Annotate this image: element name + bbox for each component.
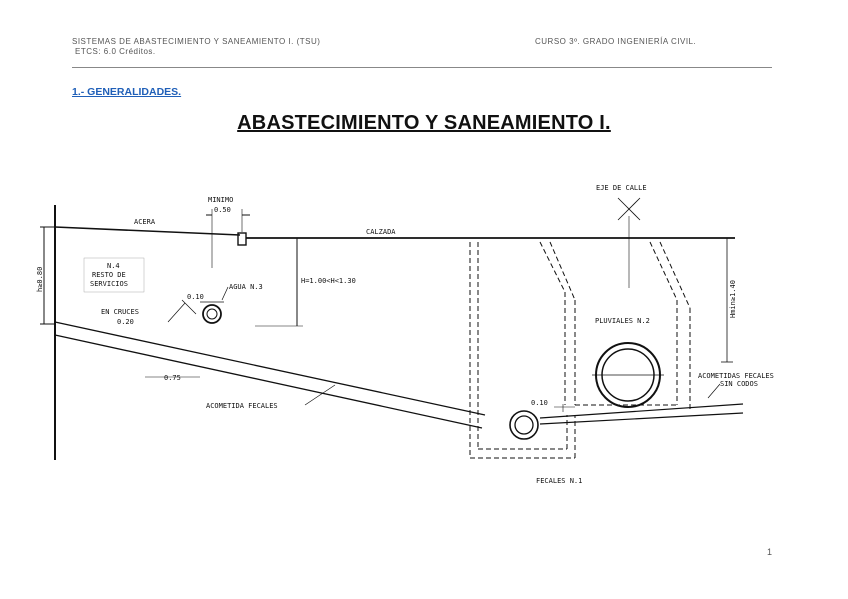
services-label-line3: SERVICIOS	[90, 280, 128, 288]
h-range-label: H=1.00<H<1.30	[301, 277, 356, 285]
sidewalk-label: ACERA	[134, 218, 156, 226]
header-credits: ETCS: 6.0 Créditos.	[75, 47, 156, 56]
h-left-label: h≥0.80	[36, 266, 44, 292]
crossing-label: EN CRUCES	[101, 308, 139, 316]
road-label: CALZADA	[366, 228, 396, 236]
services-label-line2: RESTO DE	[92, 271, 126, 279]
crossing-value: 0.20	[117, 318, 134, 326]
water-pipe	[203, 305, 221, 323]
service-connection-pipe-bottom	[55, 335, 482, 428]
header-course-title: SISTEMAS DE ABASTECIMIENTO Y SANEAMIENTO I. (TSU)	[72, 37, 321, 46]
right-connection-pipe-top	[540, 404, 743, 418]
right-connections-label-line1: ACOMETIDAS FECALES	[698, 372, 774, 380]
hmin-label: Hmin≥1.40	[729, 280, 737, 318]
water-separation-label: 0.10	[187, 293, 204, 301]
sewer-label: FECALES N.1	[536, 477, 583, 485]
right-connections-label-line2: SIN CODOS	[720, 380, 758, 388]
section-heading: 1.- GENERALIDADES.	[72, 86, 182, 98]
minimo-value: 0.50	[214, 206, 231, 214]
page-title: ABASTECIMIENTO Y SANEAMIENTO I.	[237, 112, 611, 134]
page-number: 1	[767, 547, 773, 557]
header-course-year: CURSO 3º. GRADO INGENIERÍA CIVIL.	[535, 37, 697, 46]
water-label: AGUA N.3	[229, 283, 263, 291]
minimo-label: MINIMO	[208, 196, 234, 204]
street-axis-label: EJE DE CALLE	[596, 184, 647, 192]
sewer-pipe	[510, 411, 538, 439]
service-connection-label: ACOMETIDA FECALES	[206, 402, 278, 410]
sewer-separation-label: 0.10	[531, 399, 548, 407]
services-label-line1: N.4	[107, 262, 120, 270]
offset-label: 0.75	[164, 374, 181, 382]
storm-label: PLUVIALES N.2	[595, 317, 650, 325]
right-connection-pipe-bottom	[540, 413, 743, 424]
